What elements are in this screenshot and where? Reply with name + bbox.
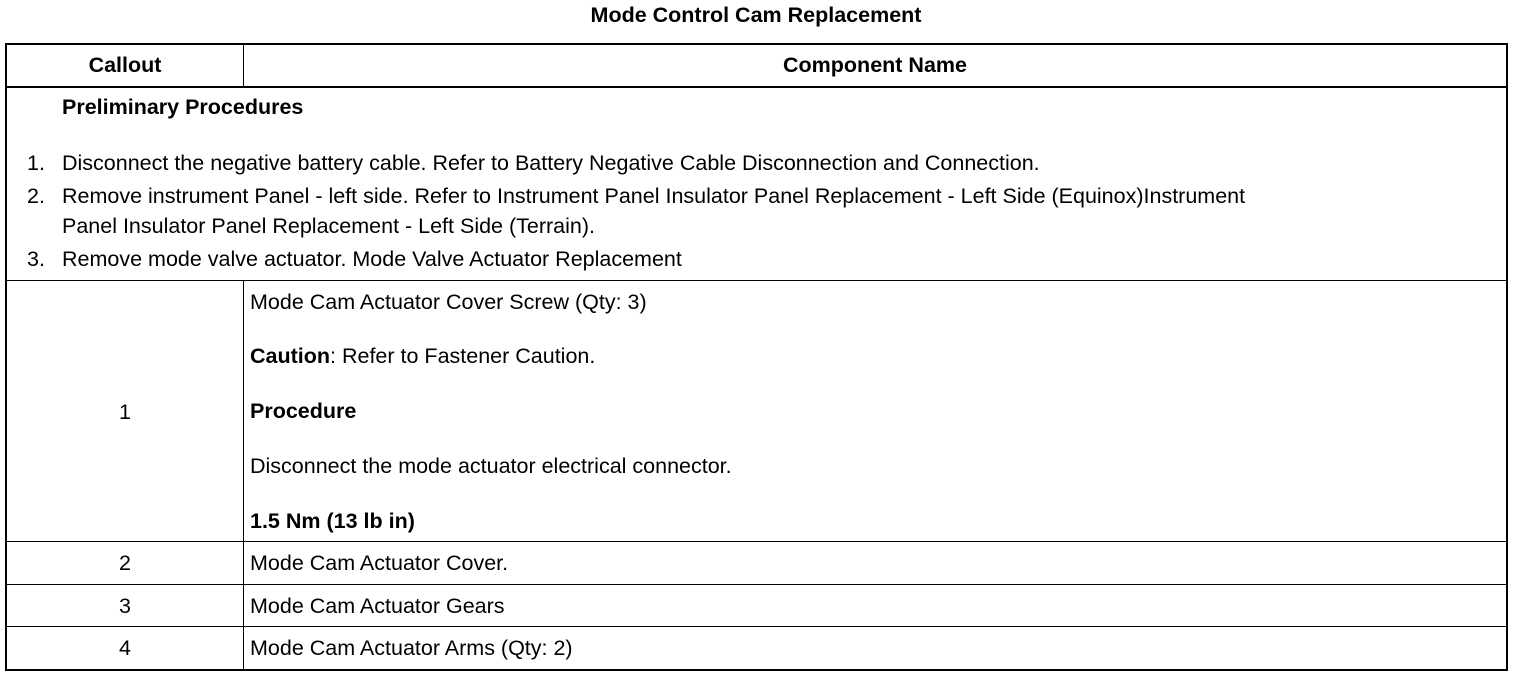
header-divider	[5, 86, 1508, 88]
procedure-text: Disconnect the mode actuator electrical connector.	[250, 454, 732, 478]
callout-number: 2	[119, 551, 131, 575]
component-name: Mode Cam Actuator Arms (Qty: 2)	[250, 636, 573, 660]
preliminary-heading: Preliminary Procedures	[62, 95, 304, 119]
column-divider	[243, 280, 244, 671]
step-text: Disconnect the negative battery cable. Refer to Battery Negative Cable Disconnection and Connection.	[62, 151, 1040, 175]
row-divider	[5, 584, 1508, 585]
caution-text: : Refer to Fastener Caution.	[330, 344, 596, 368]
caution-note	[250, 344, 595, 369]
row-divider	[5, 541, 1508, 542]
step-number: 3.	[27, 247, 45, 271]
torque-spec: 1.5 Nm (13 lb in)	[250, 509, 415, 533]
procedure-label: Procedure	[250, 399, 357, 423]
page-title: Mode Control Cam Replacement	[590, 3, 922, 27]
step-text-continued: Panel Insulator Panel Replacement - Left Side (Terrain).	[62, 214, 595, 238]
step-text: Remove mode valve actuator. Mode Valve Actuator Replacement	[62, 247, 682, 271]
row-divider	[5, 280, 1508, 281]
step-text: Remove instrument Panel - left side. Refer to Instrument Panel Insulator Panel Replacement - Left Side (Equinox)Instrument	[62, 184, 1246, 208]
callout-number: 3	[119, 594, 131, 618]
row-divider	[5, 626, 1508, 627]
component-name: Mode Cam Actuator Gears	[250, 594, 505, 618]
caution-label: Caution	[250, 344, 331, 368]
callout-number: 4	[119, 636, 131, 660]
step-number: 2.	[27, 184, 45, 208]
header-component-name: Component Name	[783, 53, 967, 77]
component-name: Mode Cam Actuator Cover.	[250, 551, 509, 575]
header-callout: Callout	[88, 53, 162, 77]
callout-number: 1	[119, 400, 131, 424]
component-name: Mode Cam Actuator Cover Screw (Qty: 3)	[250, 290, 647, 314]
table-border	[5, 43, 1508, 671]
step-number: 1.	[27, 151, 45, 175]
